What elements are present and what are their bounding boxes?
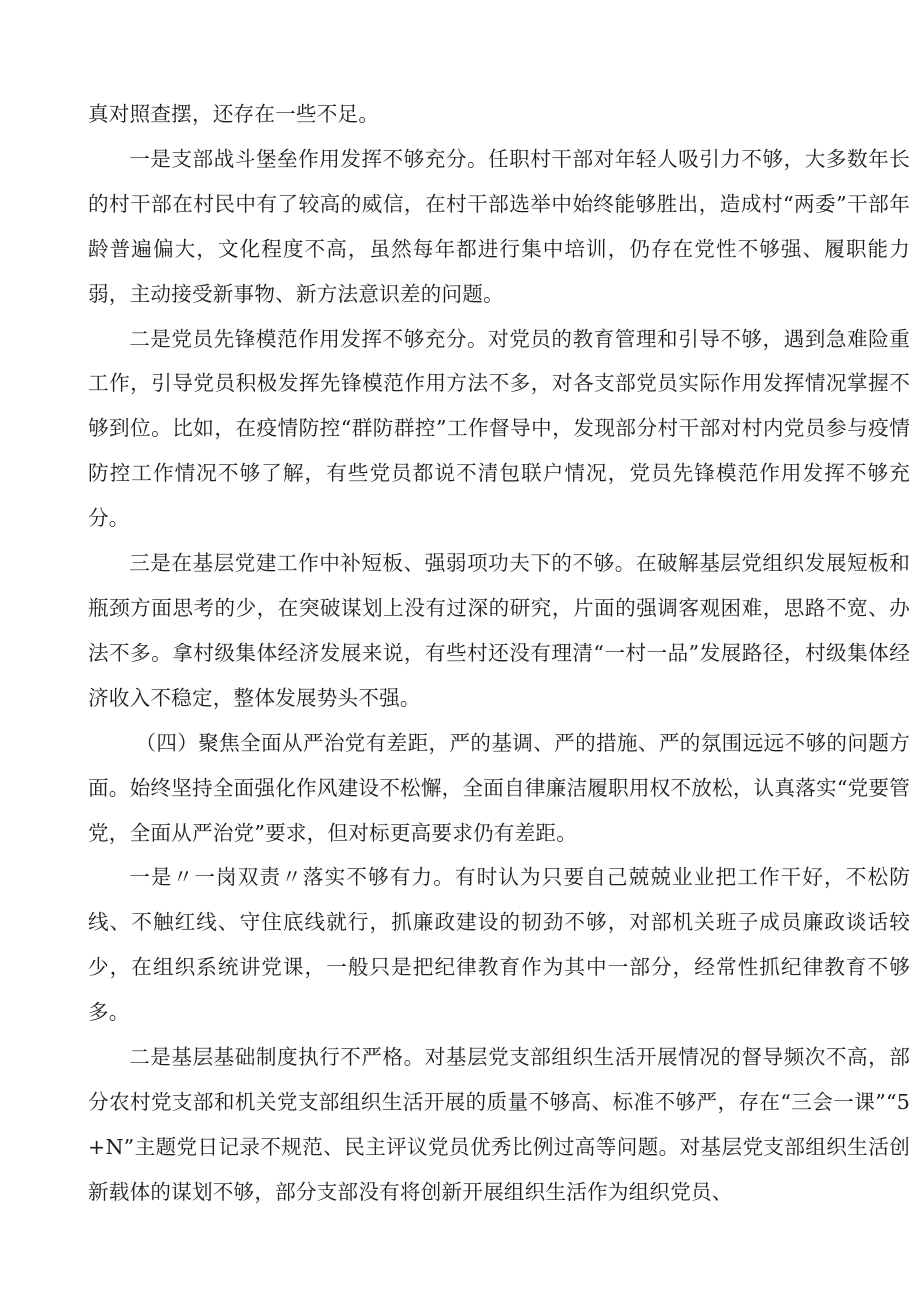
paragraph-section-four: （四）聚焦全面从严治党有差距，严的基调、严的措施、严的氛围远远不够的问题方面。始终坚持全面强化作风建设不松懈，全面自律廉洁履职用权不放松，认真落实“党要管党，全面从严治党”要求，但对标更高要求仍有差距。 — [88, 730, 910, 845]
paragraph-point-two: 二是党员先锋模范作用发挥不够充分。对党员的教育管理和引导不够，遇到急难险重工作，引导党员积极发挥先锋模范作用方法不多，对各支部党员实际作用发挥情况掌握不够到位。比如，在疫情防控“群防群控”工作督导中，发现部分村干部对村内党员参与疫情防控工作情况不够了解，有些党员都说不清包联户情况，党员先锋模范作用发挥不够充分。 — [88, 326, 910, 531]
paragraph-continuation: 真对照查摆，还存在一些不足。 — [88, 102, 380, 126]
paragraph-point-one: 一是支部战斗堡垒作用发挥不够充分。任职村干部对年轻人吸引力不够，大多数年长的村干部在村民中有了较高的威信，在村干部选举中始终能够胜出，造成村“两委”干部年龄普遍偏大，文化程度不高，虽然每年都进行集中培训，仍存在党性不够强、履职能力弱，主动接受新事物、新方法意识差的问题。 — [88, 146, 910, 306]
paragraph-point-three: 三是在基层党建工作中补短板、强弱项功夫下的不够。在破解基层党组织发展短板和瓶颈方面思考的少，在突破谋划上没有过深的研究，片面的强调客观困难，思路不宽、办法不多。拿村级集体经济发展来说，有些村还没有理清“一村一品”发展路径，村级集体经济收入不稳定，整体发展势头不强。 — [88, 551, 910, 710]
paragraph-section-four-point-two: 二是基层基础制度执行不严格。对基层党支部组织生活开展情况的督导频次不高，部分农村党支部和机关党支部组织生活开展的质量不够高、标准不够严，存在“三会一课”“5+N”主题党日记录不规范、民主评议党员优秀比例过高等问题。对基层党支部组织生活创新载体的谋划不够，部分支部没有将创新开展组织生活作为组织党员、 — [88, 1045, 910, 1204]
document-body — [88, 92, 910, 1215]
paragraph-section-four-point-one: 一是〃一岗双责〃落实不够有力。有时认为只要自己兢兢业业把工作干好，不松防线、不触红线、守住底线就行，抓廉政建设的韧劲不够，对部机关班子成员廉政谈话较少，在组织系统讲党课，一般只是把纪律教育作为其中一部分，经常性抓纪律教育不够多。 — [88, 865, 910, 1025]
